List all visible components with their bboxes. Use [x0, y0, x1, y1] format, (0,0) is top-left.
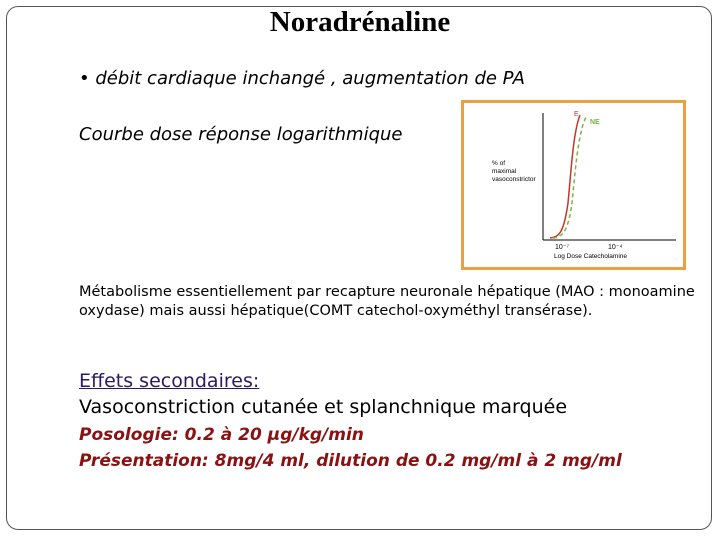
- series-e-label: E: [574, 111, 579, 118]
- curve-e: [550, 115, 580, 238]
- metabolism-text: Métabolisme essentiellement par recapture neuronale hépatique (MAO : monoamine oxydase) mais aussi hépatique(COMT catechol-oxyméthyl transérase).: [79, 284, 695, 319]
- x-tick-2: 10⁻⁴: [608, 244, 623, 251]
- effets-heading: Effets secondaires:: [79, 370, 260, 392]
- vasoconstriction-text: Vasoconstriction cutanée et splanchnique marquée: [79, 396, 568, 418]
- y-label-line2: maximal: [492, 168, 517, 175]
- curve-label: Courbe dose réponse logarithmique: [79, 124, 403, 145]
- x-tick-1: 10⁻⁷: [555, 244, 570, 251]
- y-label-line1: % of: [492, 160, 506, 167]
- presentation-text: Présentation: 8mg/4 ml, dilution de 0.2 mg/ml à 2 mg/ml: [79, 451, 622, 471]
- slide-title: Noradrénaline: [269, 6, 451, 38]
- dose-response-svg: [464, 103, 683, 267]
- y-label-line3: vasoconstrictor: [492, 176, 536, 183]
- dose-response-figure: [461, 100, 686, 270]
- series-ne-label: NE: [590, 119, 600, 126]
- posologie-text: Posologie: 0.2 à 20 µg/kg/min: [79, 425, 364, 445]
- curve-ne: [553, 117, 586, 238]
- bullet-cardiac-output: • débit cardiaque inchangé , augmentation de PA: [79, 68, 525, 89]
- x-axis-label: Log Dose Catecholamine: [554, 253, 627, 260]
